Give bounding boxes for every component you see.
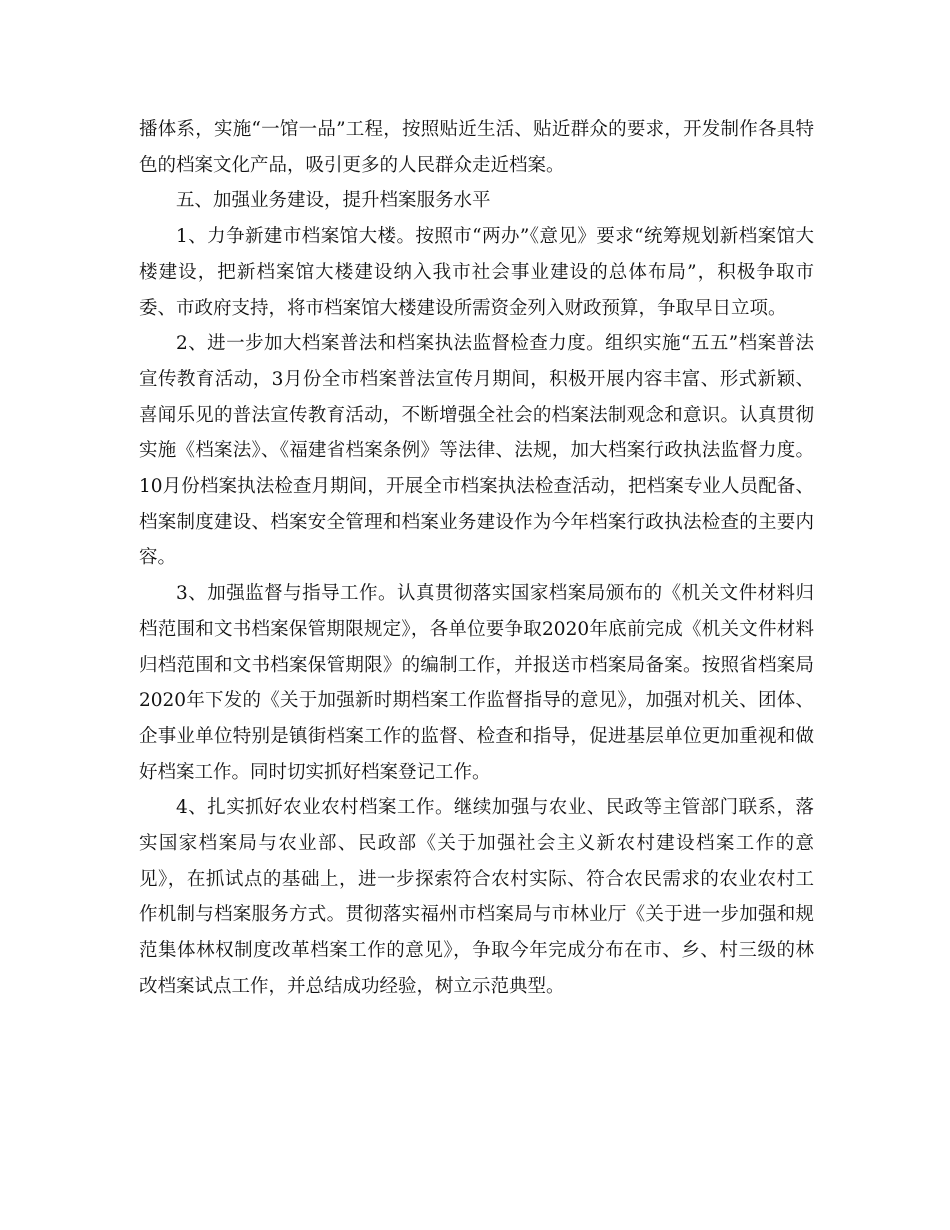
section-heading: 五、加强业务建设，提升档案服务水平 [176, 190, 491, 212]
paragraph-item-3: 3、加强监督与指导工作。认真贯彻落实国家档案局颁布的《机关文件材料归档范围和文书档案保管期限规定》，各单位要争取2020年底前完成《机关文件材料归档范围和文书档案保管期限》的编制工作，并报送市档案局备案。按照省档案局2020年下发的《关于加强新时期档案工作监督指导的意见》，加强对机关、团体、企事业单位特别是镇街档案工作的监督、检查和指导，促进基层单位更加重视和做好档案工作。同时切实抓好档案登记工作。 [139, 583, 814, 783]
paragraph-item-1: 1、力争新建市档案馆大楼。按照市“两办”《意见》要求“统筹规划新档案馆大楼建设，把新档案馆大楼建设纳入我市社会事业建设的总体布局”，积极争取市委、市政府支持，将市档案馆大楼建设所需资金列入财政预算，争取早日立项。 [139, 226, 814, 319]
paragraph-continuation: 播体系，实施“一馆一品”工程，按照贴近生活、贴近群众的要求，开发制作各具特色的档案文化产品，吸引更多的人民群众走近档案。 [139, 119, 814, 176]
paragraph-item-4: 4、扎实抓好农业农村档案工作。继续加强与农业、民政等主管部门联系，落实国家档案局与农业部、民政部《关于加强社会主义新农村建设档案工作的意见》，在抓试点的基础上，进一步探索符合农村实际、符合农民需求的农业农村工作机制与档案服务方式。贯彻落实福州市档案局与市林业厅《关于进一步加强和规范集体林权制度改革档案工作的意见》，争取今年完成分布在市、乡、村三级的林改档案试点工作，并总结成功经验，树立示范典型。 [139, 797, 814, 997]
paragraph-item-2: 2、进一步加大档案普法和档案执法监督检查力度。组织实施“五五”档案普法宣传教育活动，3月份全市档案普法宣传月期间，积极开展内容丰富、形式新颖、喜闻乐见的普法宣传教育活动，不断增强全社会的档案法制观念和意识。认真贯彻实施《档案法》、《福建省档案条例》等法律、法规，加大档案行政执法监督力度。10月份档案执法检查月期间，开展全市档案执法检查活动，把档案专业人员配备、档案制度建设、档案安全管理和档案业务建设作为今年档案行政执法检查的主要内容。 [139, 333, 814, 569]
document-body [139, 112, 814, 1005]
